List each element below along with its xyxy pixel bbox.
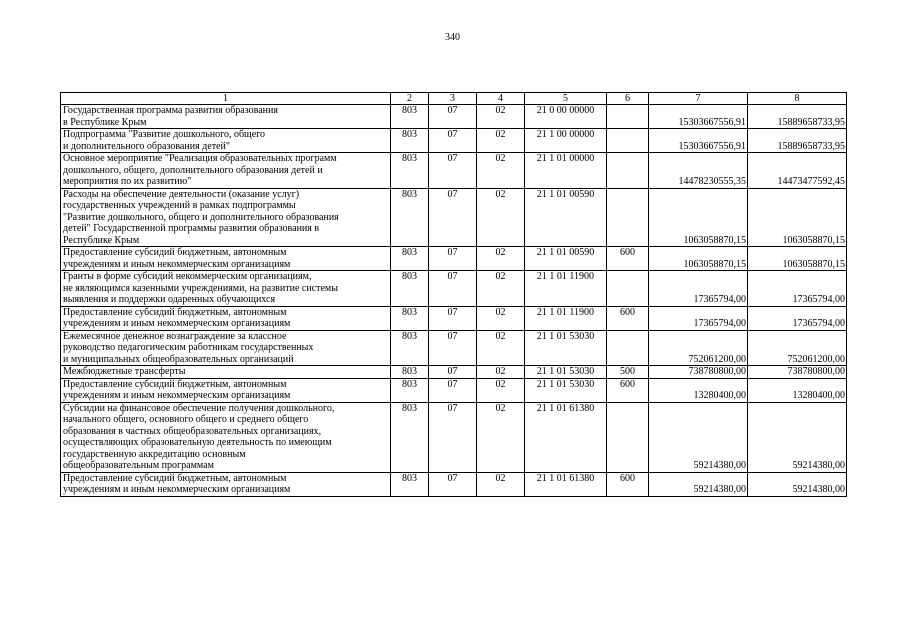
section-code-cell: 07 (429, 153, 477, 189)
row-name-cell: Расходы на обеспечение деятельности (оказание услуг) государственных учреждений в рамках подпрограммы "Развитие дошкольного, общего и дополнительного образования детей" Государственной программы развития образования в Республике Крым (61, 188, 391, 247)
table-row (61, 378, 847, 402)
section-code-cell: 07 (429, 129, 477, 153)
subsection-code-cell: 02 (477, 472, 525, 496)
column-header: 3 (429, 93, 477, 105)
amount-year2-cell: 17365794,00 (748, 306, 847, 330)
amount-year1-cell: 15303667556,91 (649, 129, 748, 153)
amount-year2-cell: 752061200,00 (748, 330, 847, 366)
row-name-cell: Основное мероприятие "Реализация образовательных программ дошкольного, общего, дополнительного образования детей и мероприятия по их развитию" (61, 153, 391, 189)
column-header: 6 (607, 93, 649, 105)
amount-year1-cell: 59214380,00 (649, 472, 748, 496)
ministry-code-cell: 803 (391, 105, 429, 129)
amount-year1-cell: 17365794,00 (649, 271, 748, 307)
subsection-code-cell: 02 (477, 402, 525, 472)
amount-year1-cell: 13280400,00 (649, 378, 748, 402)
ministry-code-cell: 803 (391, 472, 429, 496)
table-row (61, 402, 847, 472)
target-article-cell: 21 1 01 61380 (525, 472, 607, 496)
section-code-cell: 07 (429, 330, 477, 366)
ministry-code-cell: 803 (391, 188, 429, 247)
amount-year2-cell: 15889658733,95 (748, 105, 847, 129)
ministry-code-cell: 803 (391, 366, 429, 379)
expense-type-cell (607, 105, 649, 129)
table-row (61, 247, 847, 271)
column-header: 2 (391, 93, 429, 105)
subsection-code-cell: 02 (477, 247, 525, 271)
expense-type-cell: 600 (607, 378, 649, 402)
table-row (61, 306, 847, 330)
expense-type-cell (607, 188, 649, 247)
column-header: 5 (525, 93, 607, 105)
ministry-code-cell: 803 (391, 153, 429, 189)
row-name-cell: Субсидии на финансовое обеспечение получения дошкольного, начального общего, основного общего и среднего общего образования в частных общеобразовательных организациях, осуществляющих образовательную деятельность по имеющим государственную аккредитацию основным общеобразовательным программам (61, 402, 391, 472)
expense-type-cell (607, 153, 649, 189)
amount-year2-cell: 59214380,00 (748, 472, 847, 496)
subsection-code-cell: 02 (477, 129, 525, 153)
section-code-cell: 07 (429, 402, 477, 472)
amount-year2-cell: 738780800,00 (748, 366, 847, 379)
table-row (61, 271, 847, 307)
ministry-code-cell: 803 (391, 402, 429, 472)
table-row (61, 366, 847, 379)
subsection-code-cell: 02 (477, 153, 525, 189)
row-name-cell: Предоставление субсидий бюджетным, автономным учреждениям и иным некоммерческим организациям (61, 306, 391, 330)
table-row (61, 105, 847, 129)
subsection-code-cell: 02 (477, 378, 525, 402)
ministry-code-cell: 803 (391, 129, 429, 153)
row-name-cell: Государственная программа развития образования в Республике Крым (61, 105, 391, 129)
subsection-code-cell: 02 (477, 105, 525, 129)
subsection-code-cell: 02 (477, 330, 525, 366)
section-code-cell: 07 (429, 247, 477, 271)
row-name-cell: Предоставление субсидий бюджетным, автономным учреждениям и иным некоммерческим организациям (61, 472, 391, 496)
amount-year2-cell: 14473477592,45 (748, 153, 847, 189)
budget-table (60, 92, 847, 497)
target-article-cell: 21 0 00 00000 (525, 105, 607, 129)
amount-year2-cell: 17365794,00 (748, 271, 847, 307)
ministry-code-cell: 803 (391, 378, 429, 402)
target-article-cell: 21 1 00 00000 (525, 129, 607, 153)
target-article-cell: 21 1 01 11900 (525, 306, 607, 330)
subsection-code-cell: 02 (477, 271, 525, 307)
row-name-cell: Межбюджетные трансферты (61, 366, 391, 379)
column-header: 4 (477, 93, 525, 105)
row-name-cell: Гранты в форме субсидий некоммерческим организациям, не являющимся казенными учреждениями, на развитие системы выявления и поддержки одаренных обучающихся (61, 271, 391, 307)
target-article-cell: 21 1 01 53030 (525, 378, 607, 402)
row-name-cell: Предоставление субсидий бюджетным, автономным учреждениям и иным некоммерческим организациям (61, 247, 391, 271)
expense-type-cell: 600 (607, 247, 649, 271)
table-row (61, 153, 847, 189)
column-header: 7 (649, 93, 748, 105)
expense-type-cell (607, 271, 649, 307)
subsection-code-cell: 02 (477, 306, 525, 330)
expense-type-cell: 600 (607, 472, 649, 496)
section-code-cell: 07 (429, 105, 477, 129)
amount-year1-cell: 14478230555,35 (649, 153, 748, 189)
row-name-cell: Подпрограмма "Развитие дошкольного, общего и дополнительного образования детей" (61, 129, 391, 153)
target-article-cell: 21 1 01 53030 (525, 330, 607, 366)
amount-year1-cell: 738780800,00 (649, 366, 748, 379)
row-name-cell: Предоставление субсидий бюджетным, автономным учреждениям и иным некоммерческим организациям (61, 378, 391, 402)
section-code-cell: 07 (429, 271, 477, 307)
amount-year2-cell: 59214380,00 (748, 402, 847, 472)
section-code-cell: 07 (429, 366, 477, 379)
amount-year1-cell: 17365794,00 (649, 306, 748, 330)
ministry-code-cell: 803 (391, 330, 429, 366)
subsection-code-cell: 02 (477, 188, 525, 247)
amount-year2-cell: 1063058870,15 (748, 188, 847, 247)
target-article-cell: 21 1 01 00590 (525, 188, 607, 247)
header-row (61, 93, 847, 105)
target-article-cell: 21 1 01 11900 (525, 271, 607, 307)
amount-year1-cell: 752061200,00 (649, 330, 748, 366)
target-article-cell: 21 1 01 00590 (525, 247, 607, 271)
expense-type-cell: 500 (607, 366, 649, 379)
section-code-cell: 07 (429, 188, 477, 247)
column-header: 1 (61, 93, 391, 105)
target-article-cell: 21 1 01 00000 (525, 153, 607, 189)
amount-year1-cell: 1063058870,15 (649, 188, 748, 247)
table-row (61, 129, 847, 153)
expense-type-cell (607, 402, 649, 472)
section-code-cell: 07 (429, 378, 477, 402)
row-name-cell: Ежемесячное денежное вознаграждение за классное руководство педагогическим работникам государственных и муниципальных общеобразовательных организаций (61, 330, 391, 366)
target-article-cell: 21 1 01 53030 (525, 366, 607, 379)
section-code-cell: 07 (429, 472, 477, 496)
column-header: 8 (748, 93, 847, 105)
table-row (61, 472, 847, 496)
amount-year1-cell: 59214380,00 (649, 402, 748, 472)
expense-type-cell (607, 129, 649, 153)
amount-year1-cell: 1063058870,15 (649, 247, 748, 271)
amount-year2-cell: 1063058870,15 (748, 247, 847, 271)
ministry-code-cell: 803 (391, 306, 429, 330)
target-article-cell: 21 1 01 61380 (525, 402, 607, 472)
page-number: 340 (445, 32, 460, 43)
section-code-cell: 07 (429, 306, 477, 330)
subsection-code-cell: 02 (477, 366, 525, 379)
table-row (61, 188, 847, 247)
expense-type-cell: 600 (607, 306, 649, 330)
ministry-code-cell: 803 (391, 247, 429, 271)
expense-type-cell (607, 330, 649, 366)
table-row (61, 330, 847, 366)
amount-year2-cell: 15889658733,95 (748, 129, 847, 153)
amount-year1-cell: 15303667556,91 (649, 105, 748, 129)
amount-year2-cell: 13280400,00 (748, 378, 847, 402)
ministry-code-cell: 803 (391, 271, 429, 307)
